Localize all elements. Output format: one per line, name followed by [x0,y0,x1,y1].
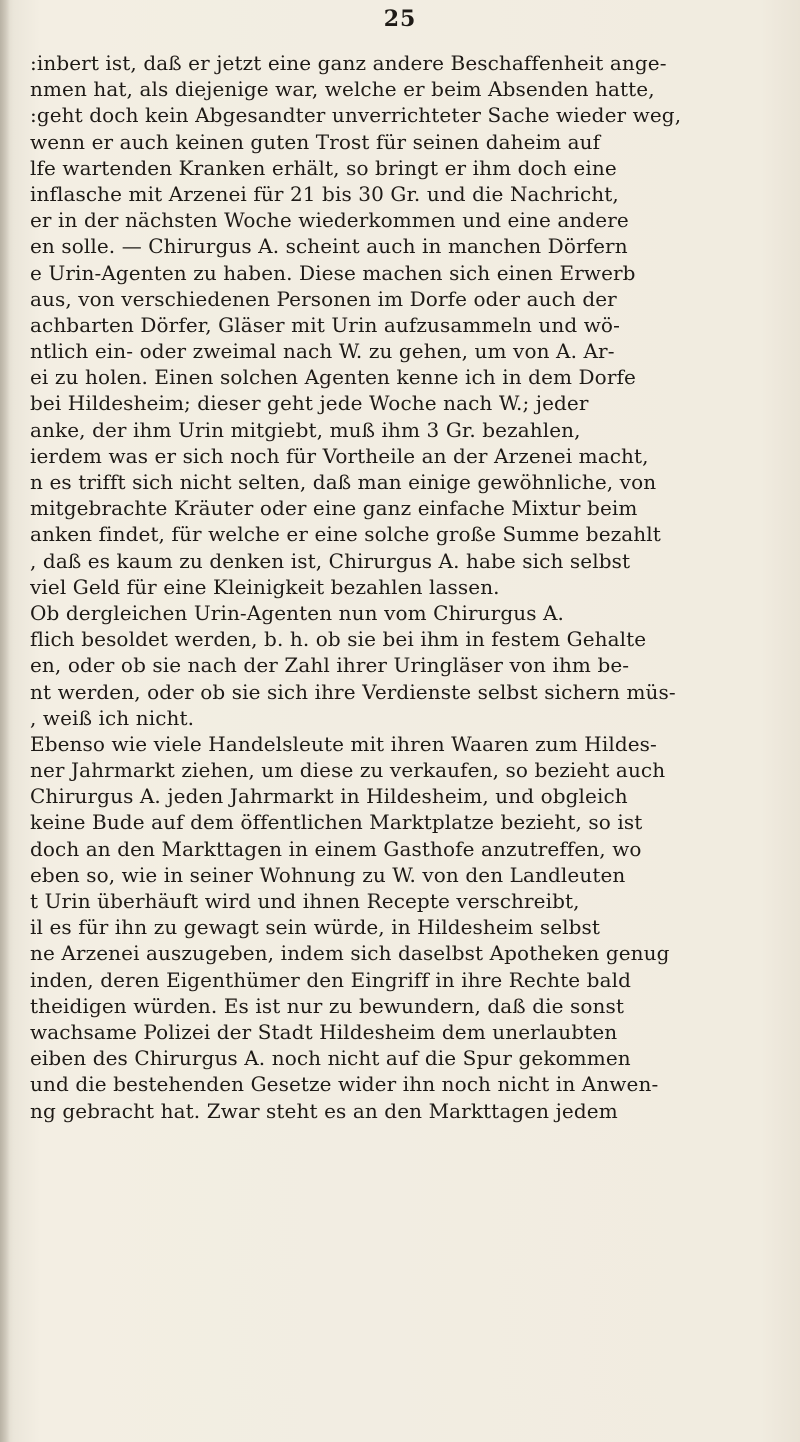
text-line: inden, deren Eigenthümer den Eingriff in ihre Rechte bald [30,967,631,992]
text-line: :geht doch kein Abgesandter unverrichteter Sache wieder weg, [30,103,682,128]
text-line: en, oder ob sie nach der Zahl ihrer Uringläser von ihm be- [30,653,630,678]
text-line: eben so, wie in seiner Wohnung zu W. von den Landleuten [30,862,626,887]
text-line: und die bestehenden Gesetze wider ihn noch nicht in Anwen- [30,1072,659,1097]
text-line: nmen hat, als diejenige war, welche er beim Absenden hatte, [30,77,655,102]
text-line: er in der nächsten Woche wiederkommen und eine andere [30,208,629,233]
text-line: theidigen würden. Es ist nur zu bewundern, daß die sonst [30,993,624,1018]
text-line: ntlich ein- oder zweimal nach W. zu gehen, um von A. Ar- [30,339,615,364]
text-line: anken findet, für welche er eine solche große Summe bezahlt [30,522,661,547]
text-line: Chirurgus A. jeden Jahrmarkt in Hildesheim, und obgleich [30,784,628,809]
text-line: ei zu holen. Einen solchen Agenten kenne ich in dem Dorfe [30,365,636,390]
text-line: , weiß ich nicht. [30,705,195,730]
text-line: doch an den Markttagen in einem Gasthofe anzutreffen, wo [30,836,642,861]
text-line: t Urin überhäuft wird und ihnen Recepte verschreibt, [30,889,580,913]
text-line: en solle. — Chirurgus A. scheint auch in manchen Dörfern [30,234,628,259]
text-line: flich besoldet werden, b. h. ob sie bei ihm in festem Gehalte [30,627,647,652]
text-line: e Urin-Agenten zu haben. Diese machen sich einen Erwerb [30,260,636,285]
text-line: viel Geld für eine Kleinigkeit bezahlen lassen. [30,574,500,599]
text-line: aus, von verschiedenen Personen im Dorfe oder auch der [30,286,617,311]
text-line: mitgebrachte Kräuter oder eine ganz einfache Mixtur beim [30,496,638,521]
text-line: achbarten Dörfer, Gläser mit Urin aufzusammeln und wö- [30,312,620,337]
body-text [30,50,790,1124]
text-line: nt werden, oder ob sie sich ihre Verdienste selbst sichern müs- [30,679,676,704]
text-line: wachsame Polizei der Stadt Hildesheim dem unerlaubten [30,1019,618,1044]
page-number: 25 [383,6,417,32]
text-line: inflasche mit Arzenei für 21 bis 30 Gr. und die Nachricht, [30,181,619,206]
gutter-shadow [0,0,10,1442]
text-line: , daß es kaum zu denken ist, Chirurgus A. habe sich selbst [30,548,631,573]
text-line: ng gebracht hat. Zwar steht es an den Markttagen jedem [30,1098,618,1123]
text-line: :inbert ist, daß er jetzt eine ganz andere Beschaffenheit ange- [30,51,667,75]
text-line: wenn er auch keinen guten Trost für seinen daheim auf [30,129,601,154]
text-line: anke, der ihm Urin mitgiebt, muß ihm 3 Gr. bezahlen, [30,417,581,442]
text-line: lfe wartenden Kranken erhält, so bringt er ihm doch eine [30,155,617,180]
text-line: Ob dergleichen Urin-Agenten nun vom Chirurgus A. [30,600,565,625]
text-line: eiben des Chirurgus A. noch nicht auf die Spur gekommen [30,1046,631,1071]
text-line: ne Arzenei auszugeben, indem sich daselbst Apotheken genug [30,941,670,966]
text-line: n es trifft sich nicht selten, daß man einige gewöhnliche, von [30,470,657,494]
text-line: bei Hildesheim; dieser geht jede Woche nach W.; jeder [30,391,589,416]
text-line: ner Jahrmarkt ziehen, um diese zu verkaufen, so bezieht auch [30,758,666,783]
text-line: il es für ihn zu gewagt sein würde, in Hildesheim selbst [30,915,601,940]
text-line: ierdem was er sich noch für Vortheile an der Arzenei macht, [30,443,649,468]
text-line: Ebenso wie viele Handelsleute mit ihren Waaren zum Hildes- [30,731,657,756]
text-line: keine Bude auf dem öffentlichen Marktplatze bezieht, so ist [30,810,643,835]
